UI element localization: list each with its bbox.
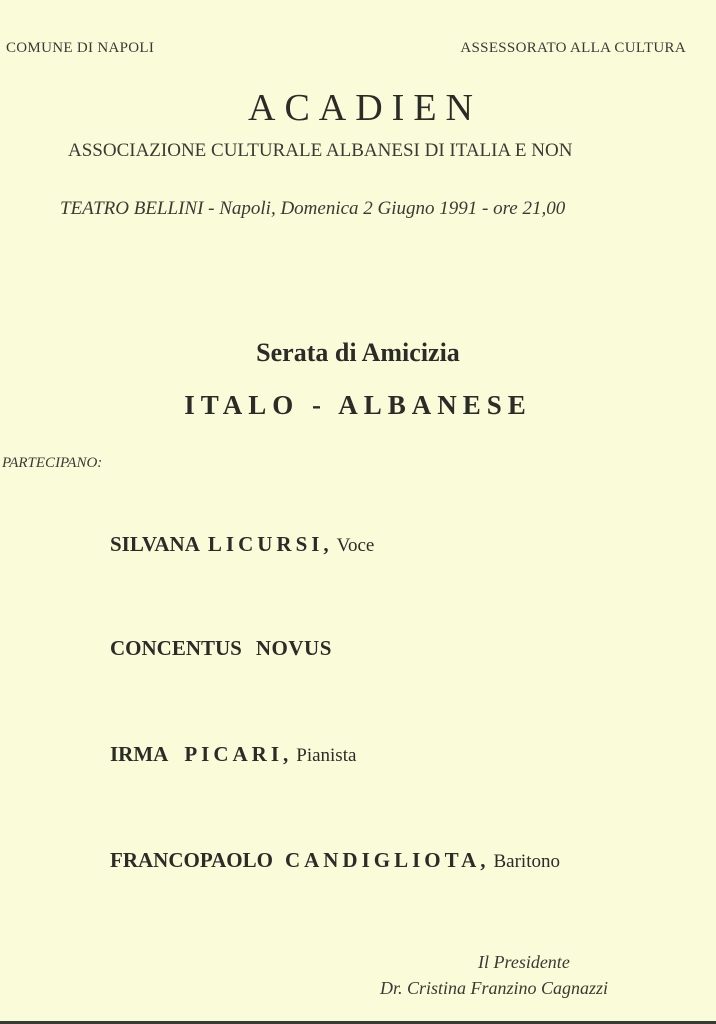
signature-name: Dr. Cristina Franzino Cagnazzi bbox=[380, 978, 609, 998]
signature-title: Il Presidente bbox=[478, 952, 570, 972]
event-subtitle: ITALO - ALBANESE bbox=[184, 390, 532, 420]
performer-entry bbox=[110, 742, 356, 767]
performer-entry bbox=[110, 848, 560, 873]
performer-entry bbox=[110, 636, 332, 661]
performer-first-name: SILVANA bbox=[110, 532, 200, 556]
municipality-header: COMUNE DI NAPOLI bbox=[6, 40, 155, 56]
performer-role: Pianista bbox=[296, 745, 357, 766]
performer-role: Voce bbox=[336, 535, 375, 556]
performer-surname: NOVUS bbox=[255, 636, 332, 660]
performer-entry bbox=[110, 532, 374, 557]
event-title: Serata di Amicizia bbox=[256, 338, 460, 367]
performer-surname: LICURSI, bbox=[207, 532, 333, 556]
department-header: ASSESSORATO ALLA CULTURA bbox=[460, 40, 686, 56]
venue-date-line: TEATRO BELLINI - Napoli, Domenica 2 Giugno 1991 - ore 21,00 bbox=[60, 198, 566, 219]
performer-first-name: CONCENTUS bbox=[110, 636, 242, 660]
association-subtitle: ASSOCIAZIONE CULTURALE ALBANESI DI ITALIA E NON bbox=[68, 140, 573, 161]
performer-first-name: IRMA bbox=[110, 742, 169, 766]
performer-surname: PICARI, bbox=[184, 742, 293, 766]
performer-first-name: FRANCOPAOLO bbox=[110, 848, 273, 872]
association-title: ACADIEN bbox=[248, 87, 482, 129]
participants-label: PARTECIPANO: bbox=[2, 455, 103, 471]
performer-surname: CANDIGLIOTA, bbox=[284, 848, 490, 872]
performer-role: Baritono bbox=[493, 851, 560, 872]
